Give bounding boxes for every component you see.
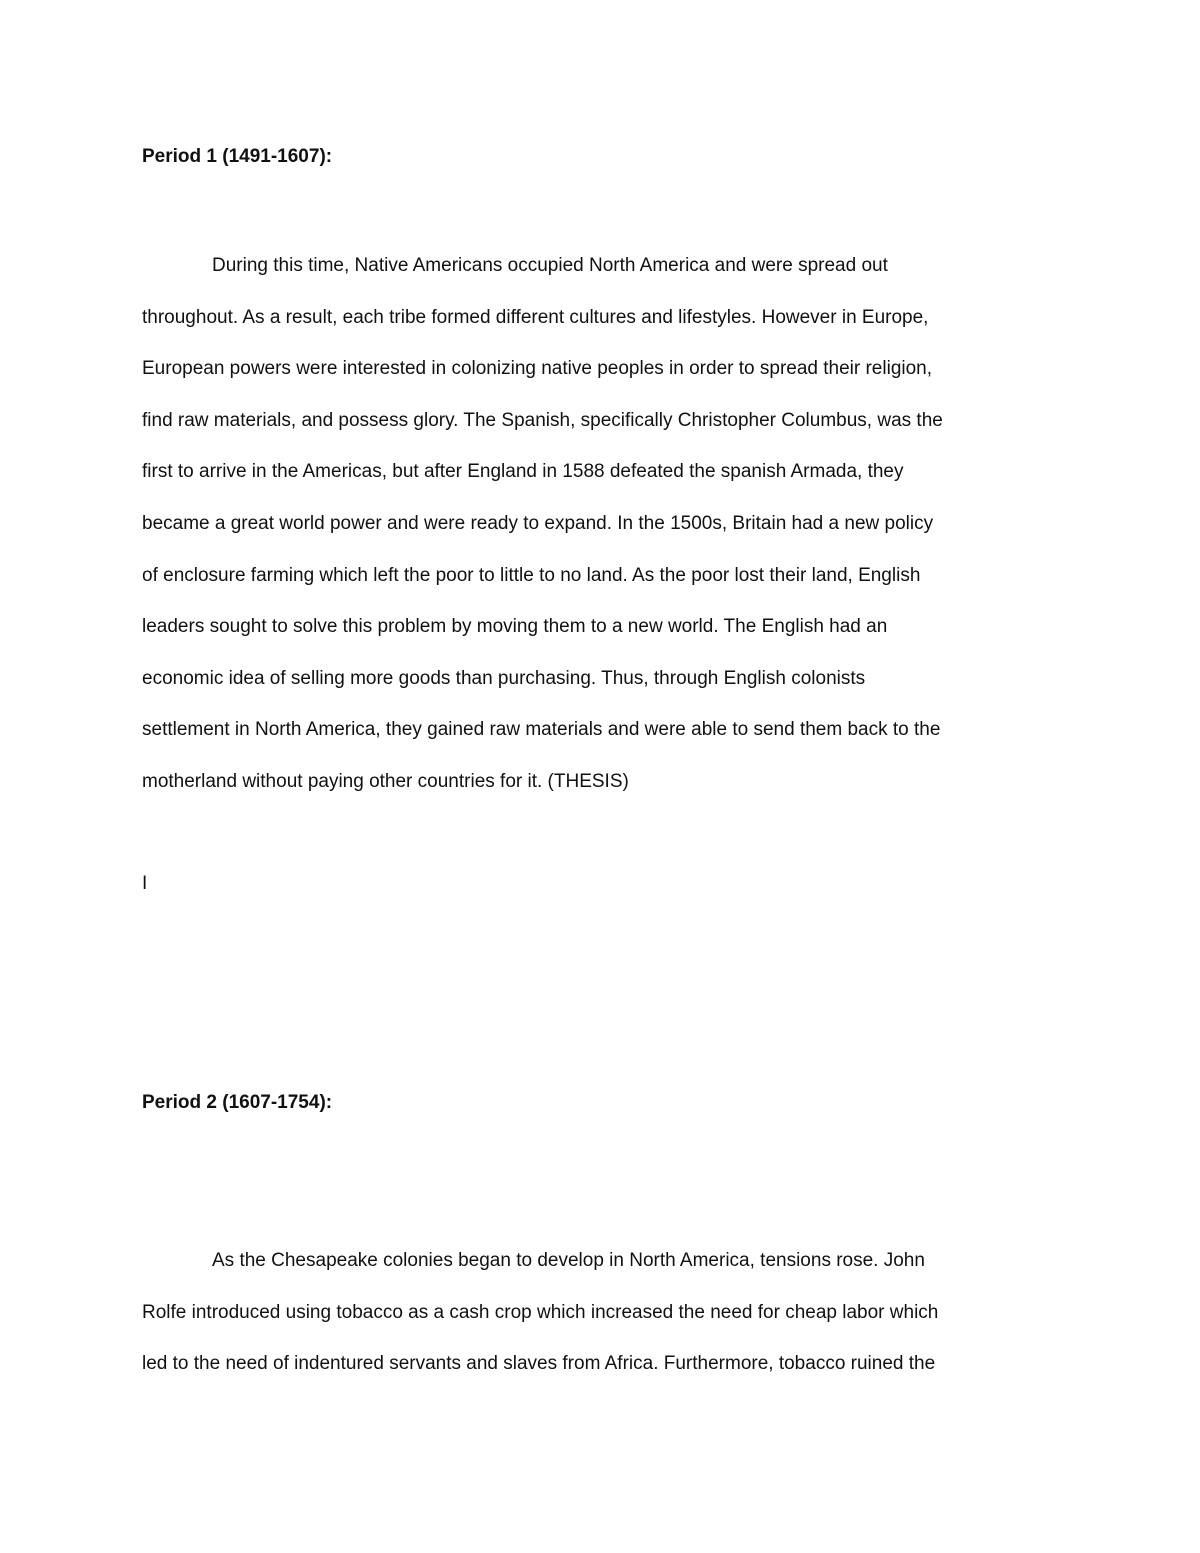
paragraph-line: first to arrive in the Americas, but after England in 1588 defeated the spanish Armada, they <box>142 461 904 483</box>
paragraph-line: settlement in North America, they gained raw materials and were able to send them back to the <box>142 719 941 741</box>
paragraph-line: of enclosure farming which left the poor to little to no land. As the poor lost their land, English <box>142 564 921 586</box>
paragraph-line: As the Chesapeake colonies began to develop in North America, tensions rose. John <box>212 1250 925 1271</box>
paragraph-line: became a great world power and were ready to expand. In the 1500s, Britain had a new policy <box>142 512 934 534</box>
period-2-heading: Period 2 (1607-1754): <box>142 1092 333 1113</box>
paragraph-line: motherland without paying other countries for it. (THESIS) <box>142 770 629 792</box>
paragraph-line: leaders sought to solve this problem by moving them to a new world. The English had an <box>142 616 888 638</box>
paragraph-line: economic idea of selling more goods than purchasing. Thus, through English colonists <box>142 667 866 689</box>
period-1-heading: Period 1 (1491-1607): <box>142 146 333 167</box>
paragraph-line: European powers were interested in colonizing native peoples in order to spread their religion, <box>142 358 933 380</box>
paragraph-line: throughout. As a result, each tribe formed different cultures and lifestyles. However in Europe, <box>142 306 929 328</box>
stray-text: I <box>142 873 148 894</box>
period-2-paragraph <box>142 1235 1072 1390</box>
paragraph-line: Rolfe introduced using tobacco as a cash crop which increased the need for cheap labor which <box>142 1301 939 1323</box>
paragraph-line: led to the need of indentured servants and slaves from Africa. Furthermore, tobacco ruined the <box>142 1353 936 1375</box>
paragraph-line: During this time, Native Americans occupied North America and were spread out <box>212 255 888 276</box>
paragraph-line: find raw materials, and possess glory. The Spanish, specifically Christopher Columbus, was the <box>142 409 943 431</box>
period-1-paragraph <box>142 240 1072 808</box>
